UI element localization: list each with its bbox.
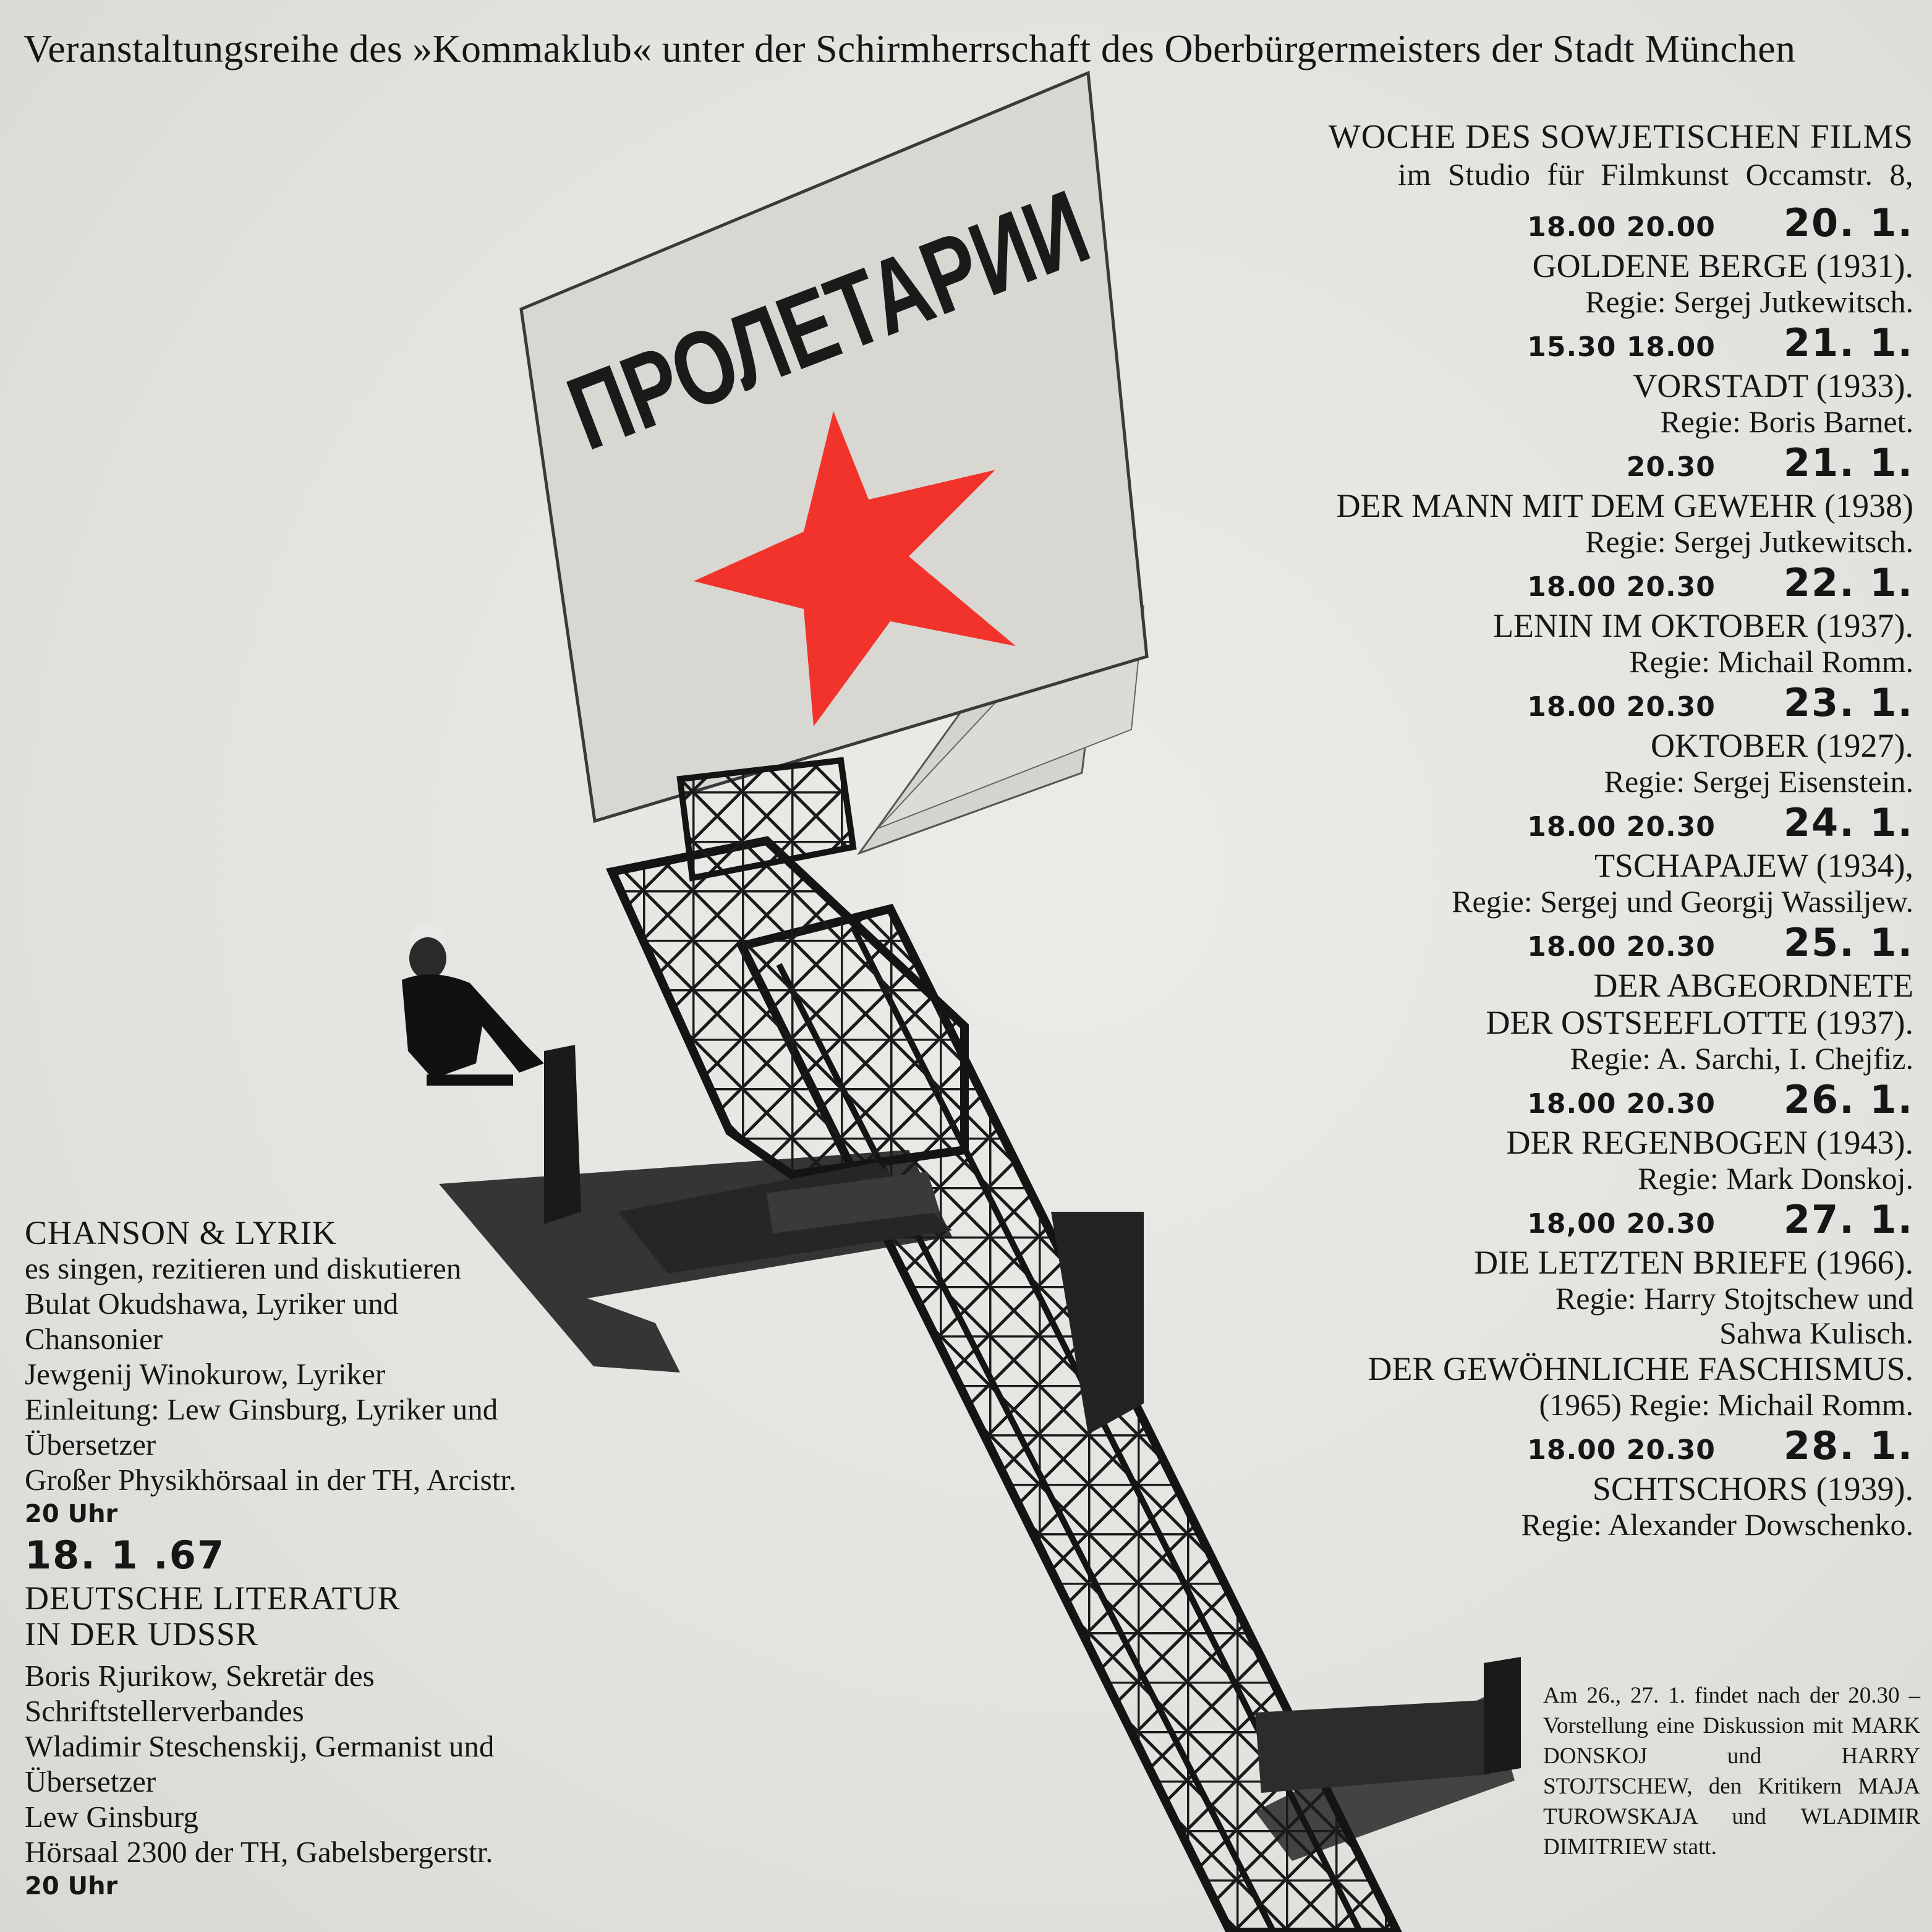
header-line: Veranstaltungsreihe des »Kommaklub« unter der Schirmherrschaft des Oberbürgermeisters der Stadt München (23, 27, 1796, 70)
event-line: Übersetzer (25, 1428, 156, 1462)
event-line: Lew Ginsburg (25, 1800, 198, 1834)
screening-times: 18.00 20.30 (1527, 691, 1716, 723)
film-title: VORSTADT (1933). (1633, 367, 1913, 404)
event-line: Chansonier (25, 1322, 163, 1356)
screening (1233, 440, 1913, 559)
screening (1233, 1077, 1913, 1196)
screening (1233, 200, 1913, 319)
film-director: Regie: Boris Barnet. (1660, 404, 1913, 439)
film-title: GOLDENE BERGE (1931). (1532, 247, 1913, 284)
screening-date: 22. 1. (1783, 560, 1913, 605)
film-director: Regie: Alexander Dowschenko. (1521, 1507, 1913, 1542)
screening-date: 28. 1. (1783, 1423, 1913, 1468)
event-line: Wladimir Steschenskij, Germanist und (25, 1729, 495, 1763)
screening-times: 18.00 20.30 (1527, 1434, 1716, 1466)
event-time: 20 Uhr (25, 1872, 118, 1900)
screening-date: 23. 1. (1783, 680, 1913, 725)
screening-date: 21. 1. (1783, 440, 1913, 485)
screening (1233, 320, 1913, 439)
event-line: Schriftstellerverbandes (25, 1694, 304, 1728)
film-title: TSCHAPAJEW (1934), (1594, 847, 1913, 884)
film-director: Regie: Mark Donskoj. (1638, 1161, 1913, 1196)
screening (1233, 1197, 1913, 1422)
film-director: Regie: A. Sarchi, I. Chejfiz. (1570, 1041, 1913, 1076)
event-line: es singen, rezitieren und diskutieren (25, 1251, 462, 1285)
event-date: 18. 1 .67 (25, 1533, 225, 1578)
film-title: SCHTSCHORS (1939). (1592, 1470, 1913, 1507)
film-title: LENIN IM OKTOBER (1937). (1493, 607, 1913, 644)
event-line: Boris Rjurikow, Sekretär des (25, 1659, 375, 1693)
film-title: DER GEWÖHNLICHE FASCHISMUS. (1368, 1350, 1913, 1387)
screening-times: 15.30 18.00 (1527, 331, 1716, 363)
tower-lattice (612, 841, 964, 1175)
event-line: Hörsaal 2300 der TH, Gabelsbergerstr. (25, 1835, 493, 1869)
screening-date: 27. 1. (1783, 1197, 1913, 1242)
screening-times: 18,00 20.30 (1527, 1208, 1716, 1240)
screening-date: 26. 1. (1783, 1077, 1913, 1122)
film-director: Regie: Sergej Eisenstein. (1604, 764, 1913, 799)
screening-date: 20. 1. (1783, 200, 1913, 245)
film-title: DER MANN MIT DEM GEWEHR (1938) (1336, 487, 1913, 524)
event-line: Einleitung: Lew Ginsburg, Lyriker und (25, 1392, 498, 1426)
event-time: 20 Uhr (25, 1500, 118, 1528)
discussion-note: Am 26., 27. 1. findet nach der 20.30 – Vorstellung eine Diskussion mit MARK DONSKOJ und HARRY STOJTSCHEW, den Kritikern MAJA TUROWSKAJA und WLADIMIR DIMITRIEW statt. (1543, 1683, 1920, 1860)
worker-figure (402, 925, 581, 1224)
film-week-program (1233, 117, 1913, 1542)
screening-times: 18.00 20.00 (1527, 211, 1716, 243)
film-director: Regie: Michail Romm. (1629, 644, 1913, 679)
film-director: Regie: Sergej Jutkewitsch. (1585, 524, 1913, 559)
event-line: Übersetzer (25, 1764, 156, 1798)
screening (1233, 560, 1913, 679)
screening (1233, 680, 1913, 799)
screening-times: 20.30 (1626, 451, 1716, 483)
film-director: Regie: Harry Stojtschew und (1555, 1281, 1913, 1316)
screening-date: 24. 1. (1783, 800, 1913, 845)
events-column (25, 1215, 767, 1903)
film-director: Sahwa Kulisch. (1719, 1316, 1913, 1350)
film-week-venue: im Studio für Filmkunst Occamstr. 8, (1398, 157, 1913, 192)
screening (1233, 920, 1913, 1076)
event-line: Großer Physikhörsaal in der TH, Arcistr. (25, 1463, 517, 1497)
screening-times: 18.00 20.30 (1527, 1088, 1716, 1120)
film-title: DER ABGEORDNETE (1593, 967, 1913, 1004)
film-director: (1965) Regie: Michail Romm. (1539, 1387, 1913, 1422)
screening-times: 18.00 20.30 (1527, 931, 1716, 963)
screening-times: 18.00 20.30 (1527, 571, 1716, 603)
film-director: Regie: Sergej Jutkewitsch. (1585, 284, 1913, 319)
sign-text: ПРОЛЕТАРИИ (553, 104, 1270, 473)
event-title: IN DER UDSSR (25, 1615, 259, 1653)
screening (1233, 1423, 1913, 1542)
event-title: CHANSON & LYRIK (25, 1214, 337, 1251)
event-line: Jewgenij Winokurow, Lyriker (25, 1357, 386, 1391)
film-title: DIE LETZTEN BRIEFE (1966). (1474, 1244, 1913, 1281)
film-title: DER REGENBOGEN (1943). (1506, 1124, 1913, 1161)
event-line: Bulat Okudshawa, Lyriker und (25, 1287, 399, 1321)
event-title: DEUTSCHE LITERATUR (25, 1580, 401, 1617)
screening-date: 21. 1. (1783, 320, 1913, 365)
screening-times: 18.00 20.30 (1527, 811, 1716, 843)
screening (1233, 800, 1913, 919)
film-title: OKTOBER (1927). (1651, 727, 1913, 764)
screening-date: 25. 1. (1783, 920, 1913, 965)
film-title: DER OSTSEEFLOTTE (1937). (1486, 1004, 1913, 1041)
film-director: Regie: Sergej und Georgij Wassiljew. (1452, 884, 1913, 919)
film-week-title: WOCHE DES SOWJETISCHEN FILMS (1328, 117, 1913, 155)
